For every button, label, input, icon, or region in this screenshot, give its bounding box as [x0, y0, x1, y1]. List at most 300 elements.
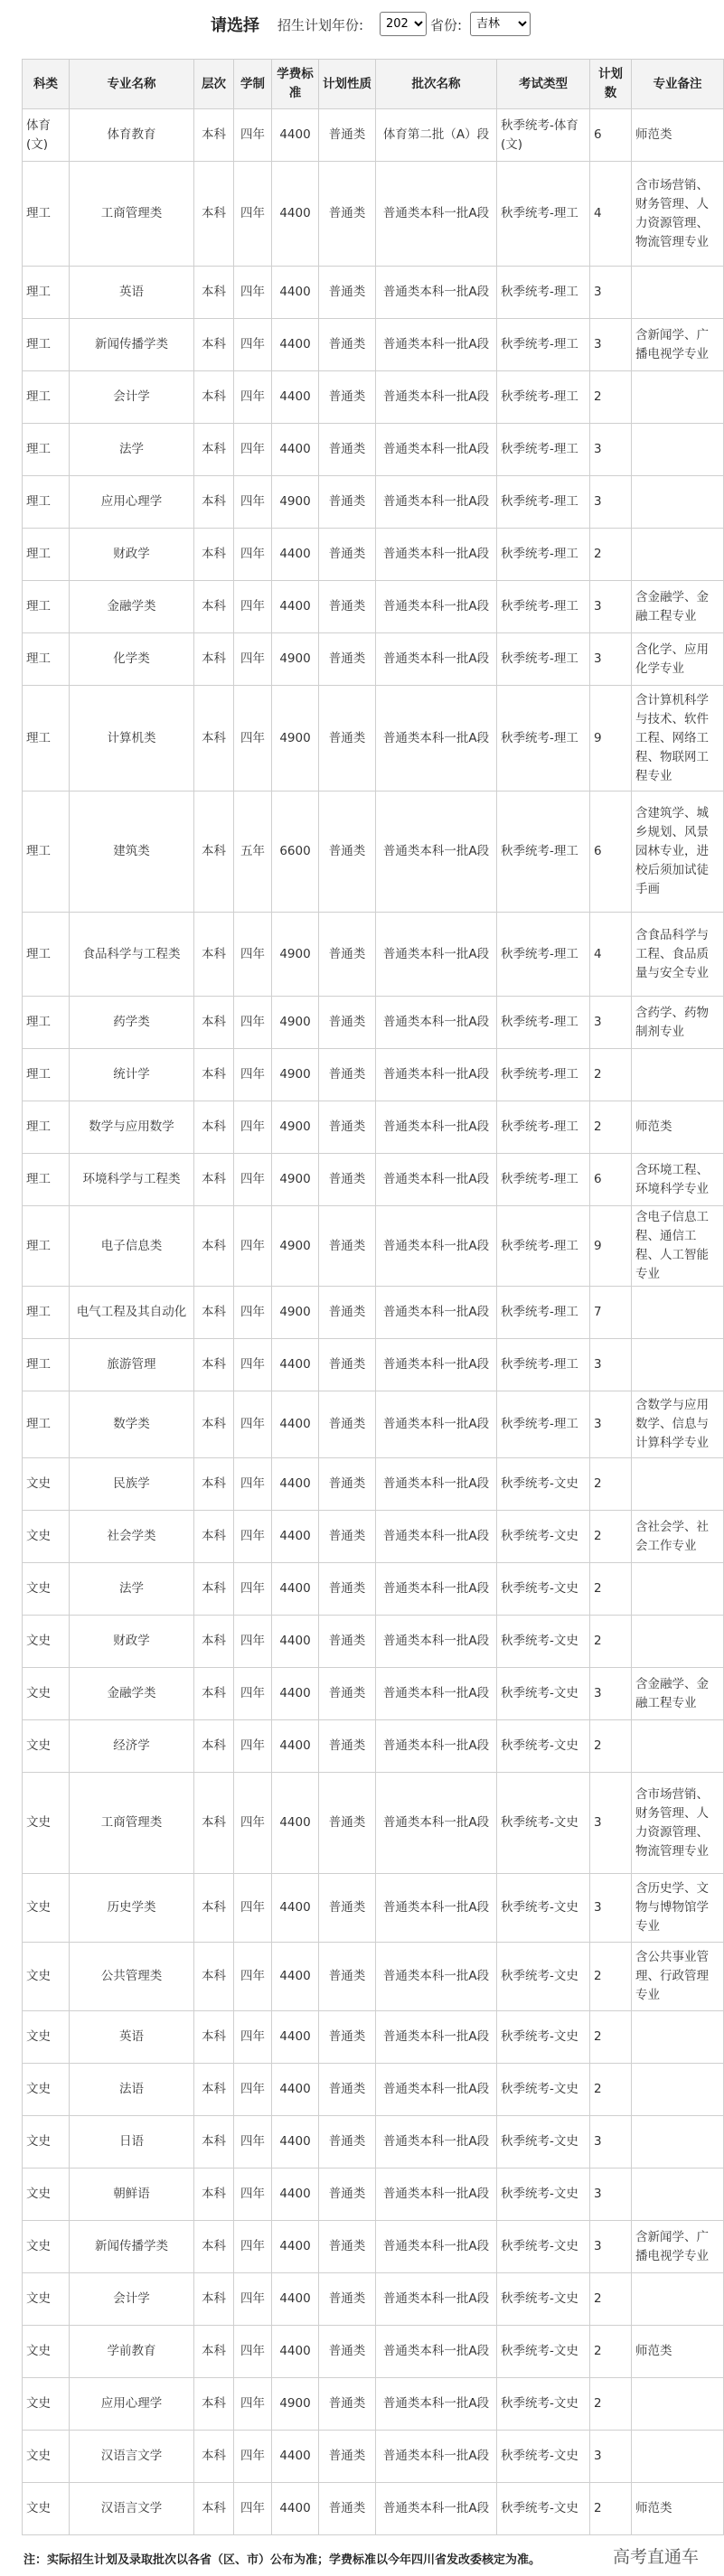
- table-cell: 四年: [234, 686, 272, 792]
- table-cell: 英语: [70, 267, 194, 319]
- table-cell: 计算机类: [70, 686, 194, 792]
- table-cell: 含药学、药物制剂专业: [632, 997, 724, 1049]
- table-cell: 体育第二批（A）段: [376, 109, 497, 162]
- table-cell: 本科: [194, 1339, 234, 1391]
- table-cell: 汉语言文学: [70, 2431, 194, 2483]
- column-header: 科类: [23, 60, 70, 109]
- table-cell: 普通类: [319, 581, 376, 633]
- table-cell: 法学: [70, 1563, 194, 1616]
- table-cell: 普通类: [319, 2326, 376, 2378]
- filter-title: 请选择: [211, 16, 259, 35]
- table-cell: 秋季统考-文史: [497, 1720, 590, 1773]
- table-cell: 含建筑学、城乡规划、风景园林专业，进校后须加试徒手画: [632, 792, 724, 913]
- table-cell: 本科: [194, 1773, 234, 1874]
- table-cell: 体育教育: [70, 109, 194, 162]
- table-cell: 本科: [194, 2064, 234, 2116]
- table-cell: 普通类本科一批A段: [376, 1154, 497, 1206]
- table-cell: 会计学: [70, 2273, 194, 2326]
- table-cell: 秋季统考-理工: [497, 1339, 590, 1391]
- table-cell: 文史: [23, 2064, 70, 2116]
- table-cell: 应用心理学: [70, 476, 194, 529]
- table-cell: 文史: [23, 2273, 70, 2326]
- table-cell: 四年: [234, 1668, 272, 1720]
- table-cell: 本科: [194, 2116, 234, 2169]
- table-header-row: [23, 60, 724, 109]
- table-row: [23, 267, 724, 319]
- column-header: 批次名称: [376, 60, 497, 109]
- table-cell: 四年: [234, 2221, 272, 2273]
- table-cell: 汉语言文学: [70, 2483, 194, 2535]
- table-cell: [632, 267, 724, 319]
- table-cell: 秋季统考-理工: [497, 792, 590, 913]
- table-cell: 普通类: [319, 267, 376, 319]
- table-cell: [632, 1287, 724, 1339]
- table-row: [23, 1154, 724, 1206]
- table-cell: 统计学: [70, 1049, 194, 1101]
- table-cell: [632, 529, 724, 581]
- table-cell: [632, 1458, 724, 1511]
- table-cell: 化学类: [70, 633, 194, 686]
- table-cell: 文史: [23, 2221, 70, 2273]
- table-cell: 旅游管理: [70, 1339, 194, 1391]
- footnote: 注：实际招生计划及录取批次以各省（区、市）公布为准；学费标准以今年四川省发改委核定为准。: [24, 2553, 541, 2567]
- table-cell: 4900: [272, 686, 319, 792]
- table-cell: 普通类: [319, 2483, 376, 2535]
- year-select[interactable]: [380, 12, 427, 36]
- table-cell: 理工: [23, 1339, 70, 1391]
- table-cell: 本科: [194, 2273, 234, 2326]
- table-cell: 秋季统考-文史: [497, 2483, 590, 2535]
- table-cell: 历史学类: [70, 1874, 194, 1943]
- table-cell: 秋季统考-理工: [497, 1287, 590, 1339]
- table-cell: 文史: [23, 2378, 70, 2431]
- table-cell: 四年: [234, 997, 272, 1049]
- table-cell: 含数学与应用数学、信息与计算科学专业: [632, 1391, 724, 1458]
- table-cell: 普通类本科一批A段: [376, 913, 497, 997]
- table-cell: 3: [590, 2169, 632, 2221]
- table-cell: 四年: [234, 2483, 272, 2535]
- table-cell: 普通类: [319, 371, 376, 424]
- column-header: 计划性质: [319, 60, 376, 109]
- table-cell: 数学类: [70, 1391, 194, 1458]
- table-cell: 四年: [234, 581, 272, 633]
- table-cell: 秋季统考-文史: [497, 1616, 590, 1668]
- table-cell: 四年: [234, 633, 272, 686]
- table-cell: 四年: [234, 2064, 272, 2116]
- table-cell: 本科: [194, 2483, 234, 2535]
- table-row: [23, 529, 724, 581]
- table-cell: 普通类: [319, 1563, 376, 1616]
- table-cell: 3: [590, 2431, 632, 2483]
- table-cell: 普通类本科一批A段: [376, 2378, 497, 2431]
- table-cell: 本科: [194, 1874, 234, 1943]
- table-cell: 理工: [23, 371, 70, 424]
- table-cell: 普通类本科一批A段: [376, 1339, 497, 1391]
- table-cell: 4400: [272, 1773, 319, 1874]
- table-cell: 3: [590, 997, 632, 1049]
- table-cell: 文史: [23, 2116, 70, 2169]
- table-cell: 本科: [194, 267, 234, 319]
- table-cell: 4400: [272, 319, 319, 371]
- table-cell: 4400: [272, 2169, 319, 2221]
- table-cell: 四年: [234, 2431, 272, 2483]
- table-cell: 普通类本科一批A段: [376, 2326, 497, 2378]
- table-cell: 2: [590, 1101, 632, 1154]
- table-cell: 四年: [234, 1391, 272, 1458]
- column-header: 学费标准: [272, 60, 319, 109]
- table-cell: [632, 1339, 724, 1391]
- table-cell: 理工: [23, 1049, 70, 1101]
- table-cell: 普通类: [319, 1720, 376, 1773]
- table-cell: 普通类本科一批A段: [376, 371, 497, 424]
- table-cell: 4400: [272, 2483, 319, 2535]
- table-cell: 4400: [272, 1720, 319, 1773]
- table-cell: 4400: [272, 1616, 319, 1668]
- table-cell: 普通类: [319, 1101, 376, 1154]
- table-cell: 理工: [23, 1287, 70, 1339]
- table-row: [23, 2116, 724, 2169]
- column-header: 层次: [194, 60, 234, 109]
- table-cell: 四年: [234, 424, 272, 476]
- column-header: 专业备注: [632, 60, 724, 109]
- table-cell: [632, 2431, 724, 2483]
- table-row: [23, 913, 724, 997]
- table-cell: 师范类: [632, 109, 724, 162]
- table-cell: 普通类: [319, 424, 376, 476]
- province-label: 省份:: [430, 17, 463, 33]
- table-cell: 四年: [234, 2011, 272, 2064]
- table-cell: 文史: [23, 1874, 70, 1943]
- table-cell: 普通类: [319, 1154, 376, 1206]
- table-cell: 文史: [23, 2431, 70, 2483]
- table-row: [23, 792, 724, 913]
- table-cell: 四年: [234, 1720, 272, 1773]
- table-cell: 4900: [272, 1287, 319, 1339]
- table-row: [23, 371, 724, 424]
- table-cell: 普通类本科一批A段: [376, 1458, 497, 1511]
- table-cell: 理工: [23, 792, 70, 913]
- table-cell: 4900: [272, 1101, 319, 1154]
- table-cell: 普通类本科一批A段: [376, 1773, 497, 1874]
- table-row: [23, 2431, 724, 2483]
- table-row: [23, 2221, 724, 2273]
- table-row: [23, 1874, 724, 1943]
- table-cell: 普通类: [319, 2431, 376, 2483]
- table-cell: 会计学: [70, 371, 194, 424]
- table-cell: 秋季统考-理工: [497, 162, 590, 267]
- table-cell: 4900: [272, 1154, 319, 1206]
- table-cell: 2: [590, 1511, 632, 1563]
- table-cell: 普通类本科一批A段: [376, 1287, 497, 1339]
- table-cell: 秋季统考-文史: [497, 2011, 590, 2064]
- table-cell: 四年: [234, 2169, 272, 2221]
- table-row: [23, 686, 724, 792]
- table-cell: 普通类本科一批A段: [376, 2431, 497, 2483]
- table-cell: 普通类本科一批A段: [376, 2483, 497, 2535]
- table-cell: 3: [590, 267, 632, 319]
- table-cell: 本科: [194, 476, 234, 529]
- table-cell: 本科: [194, 633, 234, 686]
- table-cell: 师范类: [632, 1101, 724, 1154]
- table-cell: 四年: [234, 529, 272, 581]
- table-cell: 含电子信息工程、通信工程、人工智能专业: [632, 1206, 724, 1287]
- table-row: [23, 1339, 724, 1391]
- table-row: [23, 424, 724, 476]
- table-cell: 普通类本科一批A段: [376, 2273, 497, 2326]
- table-cell: [632, 424, 724, 476]
- table-cell: 药学类: [70, 997, 194, 1049]
- table-cell: 普通类: [319, 162, 376, 267]
- table-cell: 4400: [272, 2064, 319, 2116]
- table-cell: 本科: [194, 1391, 234, 1458]
- table-cell: 2: [590, 1720, 632, 1773]
- table-cell: 含计算机科学与技术、软件工程、网络工程、物联网工程专业: [632, 686, 724, 792]
- table-cell: [632, 2378, 724, 2431]
- table-cell: 理工: [23, 997, 70, 1049]
- table-cell: 普通类本科一批A段: [376, 792, 497, 913]
- table-cell: 普通类本科一批A段: [376, 2221, 497, 2273]
- table-cell: 本科: [194, 1154, 234, 1206]
- table-body: [23, 109, 724, 2535]
- filter-bar: [0, 0, 724, 51]
- table-cell: 秋季统考-文史: [497, 1943, 590, 2011]
- table-row: [23, 1458, 724, 1511]
- table-cell: 2: [590, 2326, 632, 2378]
- table-cell: 4: [590, 162, 632, 267]
- table-cell: 四年: [234, 1773, 272, 1874]
- table-cell: 建筑类: [70, 792, 194, 913]
- table-cell: 含金融学、金融工程专业: [632, 581, 724, 633]
- table-cell: 新闻传播学类: [70, 319, 194, 371]
- table-cell: 4400: [272, 2326, 319, 2378]
- column-header: 计划数: [590, 60, 632, 109]
- table-cell: 秋季统考-文史: [497, 2169, 590, 2221]
- table-cell: 本科: [194, 913, 234, 997]
- table-cell: 学前教育: [70, 2326, 194, 2378]
- table-cell: 本科: [194, 2011, 234, 2064]
- table-cell: 秋季统考-理工: [497, 1206, 590, 1287]
- table-cell: 五年: [234, 792, 272, 913]
- table-cell: 普通类: [319, 2169, 376, 2221]
- table-cell: 3: [590, 476, 632, 529]
- table-cell: 普通类: [319, 1874, 376, 1943]
- table-row: [23, 2378, 724, 2431]
- table-cell: 含新闻学、广播电视学专业: [632, 2221, 724, 2273]
- table-cell: 4400: [272, 2116, 319, 2169]
- table-cell: 普通类本科一批A段: [376, 1391, 497, 1458]
- table-cell: [632, 1616, 724, 1668]
- table-row: [23, 1616, 724, 1668]
- table-cell: 秋季统考-文史: [497, 1563, 590, 1616]
- table-cell: 电气工程及其自动化: [70, 1287, 194, 1339]
- table-cell: 本科: [194, 1049, 234, 1101]
- table-cell: 含环境工程、环境科学专业: [632, 1154, 724, 1206]
- table-cell: 秋季统考-理工: [497, 1049, 590, 1101]
- table-cell: 金融学类: [70, 581, 194, 633]
- table-row: [23, 633, 724, 686]
- table-cell: 4400: [272, 1943, 319, 2011]
- table-cell: 普通类: [319, 1943, 376, 2011]
- table-row: [23, 2064, 724, 2116]
- table-cell: 理工: [23, 529, 70, 581]
- table-cell: 普通类: [319, 686, 376, 792]
- table-cell: 普通类: [319, 2064, 376, 2116]
- table-cell: 秋季统考-理工: [497, 424, 590, 476]
- table-cell: 6: [590, 1154, 632, 1206]
- table-cell: 4400: [272, 2431, 319, 2483]
- table-cell: [632, 2011, 724, 2064]
- table-row: [23, 1101, 724, 1154]
- table-cell: 普通类: [319, 997, 376, 1049]
- table-cell: 9: [590, 1206, 632, 1287]
- table-cell: 理工: [23, 1101, 70, 1154]
- table-cell: [632, 2273, 724, 2326]
- table-cell: 4900: [272, 633, 319, 686]
- table-cell: 四年: [234, 1287, 272, 1339]
- table-cell: 理工: [23, 686, 70, 792]
- table-cell: 本科: [194, 2431, 234, 2483]
- table-cell: 含市场营销、财务管理、人力资源管理、物流管理专业: [632, 162, 724, 267]
- table-cell: 6: [590, 792, 632, 913]
- table-cell: 本科: [194, 1101, 234, 1154]
- table-row: [23, 1511, 724, 1563]
- table-cell: 四年: [234, 1101, 272, 1154]
- table-cell: [632, 1720, 724, 1773]
- table-cell: 理工: [23, 1206, 70, 1287]
- table-cell: 理工: [23, 581, 70, 633]
- table-cell: 数学与应用数学: [70, 1101, 194, 1154]
- table-cell: 4400: [272, 1874, 319, 1943]
- table-cell: 3: [590, 1391, 632, 1458]
- table-cell: 本科: [194, 319, 234, 371]
- table-cell: 四年: [234, 476, 272, 529]
- table-cell: 理工: [23, 633, 70, 686]
- table-cell: 普通类本科一批A段: [376, 1563, 497, 1616]
- table-cell: 本科: [194, 1563, 234, 1616]
- table-row: [23, 1773, 724, 1874]
- table-cell: 理工: [23, 913, 70, 997]
- table-cell: 秋季统考-文史: [497, 2431, 590, 2483]
- table-cell: 普通类本科一批A段: [376, 581, 497, 633]
- table-cell: 2: [590, 2483, 632, 2535]
- table-cell: 秋季统考-体育(文): [497, 109, 590, 162]
- table-cell: 秋季统考-文史: [497, 1458, 590, 1511]
- table-cell: 本科: [194, 997, 234, 1049]
- table-cell: 3: [590, 581, 632, 633]
- table-cell: 四年: [234, 2273, 272, 2326]
- table-cell: [632, 2064, 724, 2116]
- table-cell: 文史: [23, 1773, 70, 1874]
- table-cell: 本科: [194, 581, 234, 633]
- table-cell: 2: [590, 1616, 632, 1668]
- table-cell: 普通类: [319, 792, 376, 913]
- table-row: [23, 319, 724, 371]
- table-cell: 应用心理学: [70, 2378, 194, 2431]
- table-cell: 4900: [272, 913, 319, 997]
- table-row: [23, 2326, 724, 2378]
- table-cell: 普通类: [319, 633, 376, 686]
- table-cell: 普通类本科一批A段: [376, 2169, 497, 2221]
- table-cell: 本科: [194, 2378, 234, 2431]
- table-cell: 秋季统考-文史: [497, 2064, 590, 2116]
- table-cell: 食品科学与工程类: [70, 913, 194, 997]
- table-cell: 体育(文): [23, 109, 70, 162]
- table-cell: 秋季统考-理工: [497, 371, 590, 424]
- table-cell: 四年: [234, 1616, 272, 1668]
- table-cell: 电子信息类: [70, 1206, 194, 1287]
- table-cell: 社会学类: [70, 1511, 194, 1563]
- table-cell: 本科: [194, 1720, 234, 1773]
- table-cell: 理工: [23, 424, 70, 476]
- table-row: [23, 2011, 724, 2064]
- table-cell: 2: [590, 371, 632, 424]
- table-cell: 4400: [272, 2221, 319, 2273]
- table-cell: 3: [590, 2116, 632, 2169]
- table-cell: 4900: [272, 1049, 319, 1101]
- column-header: 考试类型: [497, 60, 590, 109]
- table-cell: 普通类本科一批A段: [376, 1874, 497, 1943]
- table-row: [23, 2273, 724, 2326]
- table-cell: [632, 1563, 724, 1616]
- table-cell: 本科: [194, 1206, 234, 1287]
- table-cell: 本科: [194, 1616, 234, 1668]
- table-cell: 普通类: [319, 1668, 376, 1720]
- table-cell: 普通类本科一批A段: [376, 1943, 497, 2011]
- table-cell: 普通类本科一批A段: [376, 1101, 497, 1154]
- table-cell: 秋季统考-文史: [497, 1668, 590, 1720]
- table-cell: 文史: [23, 2483, 70, 2535]
- table-cell: 4400: [272, 1458, 319, 1511]
- table-cell: 理工: [23, 319, 70, 371]
- table-cell: 四年: [234, 1206, 272, 1287]
- table-row: [23, 1563, 724, 1616]
- table-cell: 普通类本科一批A段: [376, 1616, 497, 1668]
- table-cell: 4400: [272, 371, 319, 424]
- table-cell: 4400: [272, 424, 319, 476]
- table-cell: 四年: [234, 2378, 272, 2431]
- table-cell: 理工: [23, 162, 70, 267]
- table-cell: 四年: [234, 1458, 272, 1511]
- table-cell: 4400: [272, 1563, 319, 1616]
- province-select[interactable]: [470, 12, 531, 36]
- table-cell: 秋季统考-理工: [497, 476, 590, 529]
- table-cell: 秋季统考-理工: [497, 633, 590, 686]
- table-cell: 环境科学与工程类: [70, 1154, 194, 1206]
- table-cell: 本科: [194, 1511, 234, 1563]
- table-cell: 普通类本科一批A段: [376, 476, 497, 529]
- table-cell: 理工: [23, 1154, 70, 1206]
- table-cell: 普通类本科一批A段: [376, 1206, 497, 1287]
- table-row: [23, 1287, 724, 1339]
- table-cell: 3: [590, 1339, 632, 1391]
- table-cell: 本科: [194, 1668, 234, 1720]
- table-cell: 文史: [23, 2326, 70, 2378]
- table-cell: 公共管理类: [70, 1943, 194, 2011]
- table-cell: 秋季统考-理工: [497, 1391, 590, 1458]
- table-cell: 四年: [234, 1049, 272, 1101]
- table-cell: 普通类本科一批A段: [376, 686, 497, 792]
- table-cell: 工商管理类: [70, 1773, 194, 1874]
- table-cell: 本科: [194, 162, 234, 267]
- column-header: 学制: [234, 60, 272, 109]
- table-row: [23, 581, 724, 633]
- table-cell: 2: [590, 1943, 632, 2011]
- table-cell: 4400: [272, 529, 319, 581]
- table-row: [23, 1391, 724, 1458]
- table-cell: 4: [590, 913, 632, 997]
- enrollment-plan-table: [22, 59, 724, 2535]
- table-row: [23, 1720, 724, 1773]
